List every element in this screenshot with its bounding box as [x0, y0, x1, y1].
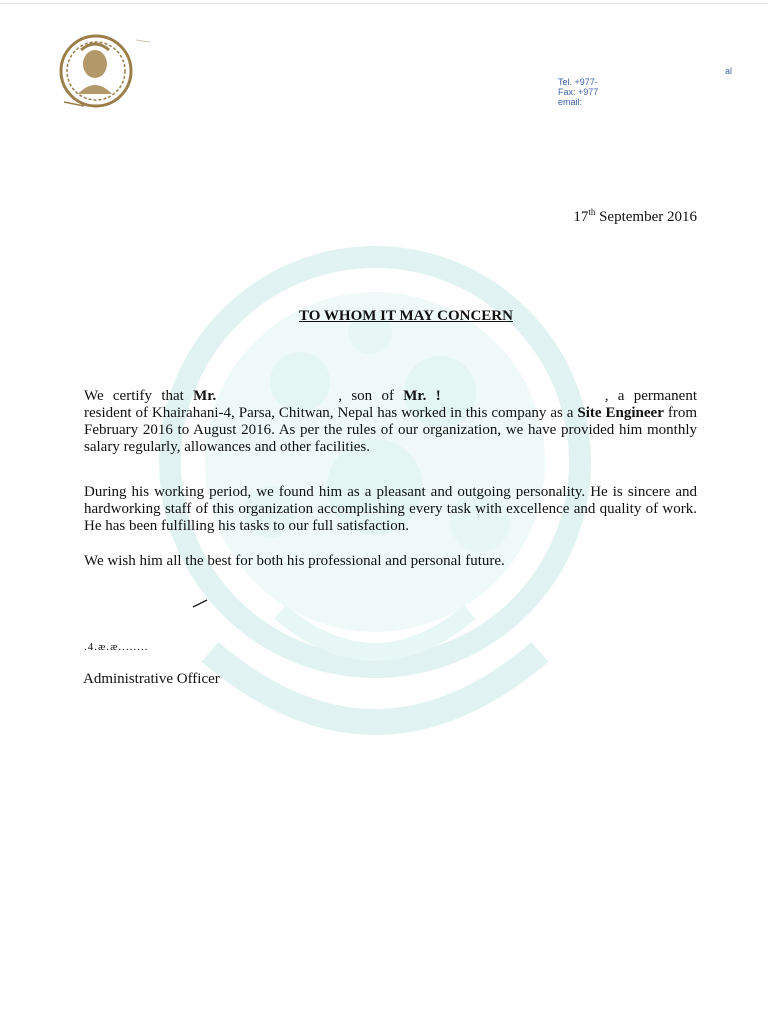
paragraph-wishes: We wish him all the best for both his professional and personal future. — [84, 553, 505, 569]
p1-tenure: from February 2016 to August 2016. As per the rules of our organization, we have provided him monthly salary regularly, allowances and other facilities. — [84, 405, 697, 455]
contact-email: email: — [558, 97, 583, 107]
p1-residence: , a permanent resident of Khairahani-4, Parsa, Chitwan, Nepal has worked in this company as a — [84, 388, 697, 421]
p1-son-of: , son of — [338, 388, 404, 404]
date-suffix: th — [588, 207, 596, 217]
p1-intro: We certify that — [84, 388, 194, 404]
contact-fax: Fax: +977 — [558, 87, 599, 97]
p1-title-1: Mr. — [193, 388, 217, 404]
p1-partial-char: ! — [426, 388, 441, 404]
letter-heading: TO WHOM IT MAY CONCERN — [299, 308, 513, 324]
letter-date — [573, 207, 697, 226]
company-logo — [58, 28, 158, 114]
header-corner-text: al — [725, 66, 733, 76]
signature-stroke — [192, 598, 208, 608]
p1-role: Site Engineer — [577, 405, 664, 421]
p1-title-2: Mr. — [403, 388, 427, 404]
contact-phone: Tel. +977- — [558, 77, 598, 87]
date-day: 17 — [573, 209, 589, 225]
signature-line: .4.æ.æ........ — [84, 641, 149, 653]
top-rule — [0, 3, 768, 4]
contact-block — [558, 77, 598, 107]
signatory-title: Administrative Officer — [83, 671, 220, 687]
paragraph-certification — [84, 388, 697, 456]
date-month-year: September 2016 — [595, 209, 697, 225]
paragraph-performance: During his working period, we found him as a pleasant and outgoing personality. He is sincere and hardworking staff of this organization accomplishing every task with excellence and quality of work. He has been fulfilling his tasks to our full satisfaction. — [84, 484, 697, 534]
